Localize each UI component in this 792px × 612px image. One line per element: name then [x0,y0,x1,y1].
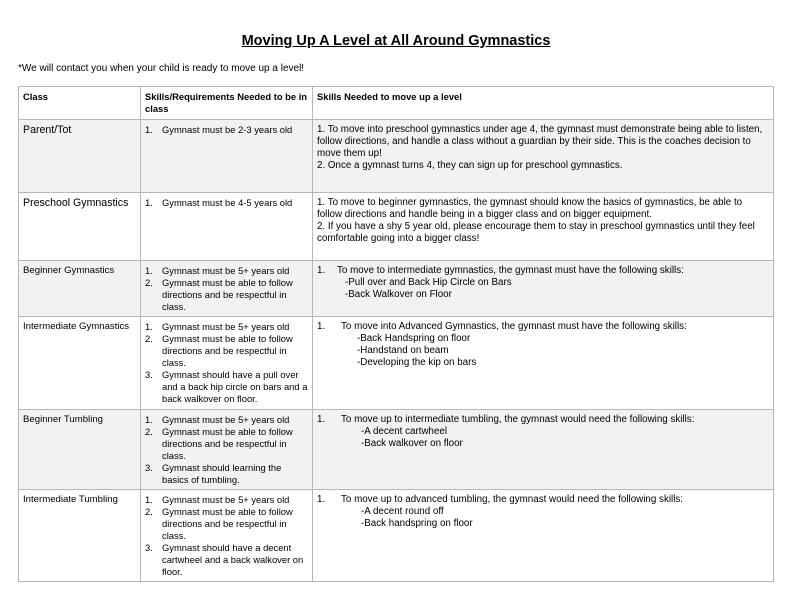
requirement-item: 1. Gymnast must be 4-5 years old [145,197,293,208]
move-up-cell [313,193,774,261]
table-header-row [19,87,774,120]
move-up-intro: To move up to advanced tumbling, the gymnast would need the following skills: [341,494,683,505]
requirement-item: 1. Gymnast must be 2-3 years old [145,124,293,135]
skill-item: -Developing the kip on bars [357,357,477,368]
move-up-cell: 1. To move into Advanced Gymnastics, the gymnast must have the following skills: -Back Handspring on floor -Handstand on beam -Developing the kip on bars [313,317,774,410]
move-up-intro: To move into Advanced Gymnastics, the gymnast must have the following skills: [341,321,687,332]
class-name: Beginner Gymnastics [19,261,141,317]
skill-item: -A decent round off [361,506,444,517]
header-class: Class [19,87,141,120]
header-move-up: Skills Needed to move up a level [313,87,774,120]
requirement-item: 2. Gymnast must be able to follow directions and be respectful in class. [145,277,293,312]
move-up-intro: To move up to intermediate tumbling, the gymnast would need the following skills: [341,414,695,425]
requirement-item: 3. Gymnast should have a pull over and a back hip circle on bars and a back walkover on floor. [145,369,308,404]
requirements-cell [141,410,313,490]
requirement-item: 1. Gymnast must be 5+ years old [145,494,290,505]
class-name: Intermediate Gymnastics [19,317,141,410]
class-name: Parent/Tot [19,120,141,193]
class-name: Preschool Gymnastics [19,193,141,261]
requirement-item: 1. Gymnast must be 5+ years old [145,414,290,425]
contact-note: *We will contact you when your child is ready to move up a level! [18,63,305,74]
table-row [19,193,774,261]
requirements-cell [141,490,313,582]
table-row [19,120,774,193]
requirement-item: 1. Gymnast must be 5+ years old [145,265,290,276]
requirement-item: 2. Gymnast must be able to follow directions and be respectful in class. [145,426,293,461]
move-up-line: 2. Once a gymnast turns 4, they can sign up for preschool gymnastics. [317,160,623,171]
skill-item: -Back Handspring on floor [357,333,471,344]
requirement-item: 1. Gymnast must be 5+ years old [145,321,290,332]
move-up-cell: 1. To move to intermediate gymnastics, the gymnast must have the following skills: -Pull over and Back Hip Circle on Bars -Back Walkover on Floor [313,261,774,317]
skill-item: -Back Walkover on Floor [345,289,452,300]
table-row [19,317,774,410]
header-requirements: Skills/Requirements Needed to be in class [141,87,313,120]
skill-item: -A decent cartwheel [361,426,448,437]
class-name: Intermediate Tumbling [19,490,141,582]
move-up-line: 1. To move to beginner gymnastics, the gymnast should know the basics of gymnastics, be able to follow directions and handle being in a bigger class and on bigger equipment. [317,197,743,220]
table-row [19,410,774,490]
requirement-item: 3. Gymnast should have a decent cartwheel and a back walkover on floor. [145,542,304,577]
requirements-cell [141,317,313,410]
requirement-item: 2. Gymnast must be able to follow directions and be respectful in class. [145,506,293,541]
table-row [19,490,774,582]
move-up-line: 2. If you have a shy 5 year old, please encourage them to stay in preschool gymnastics until they feel comfortable going into a bigger class! [317,221,755,244]
move-up-intro: To move to intermediate gymnastics, the gymnast must have the following skills: [337,265,684,276]
move-up-cell: 1. To move up to intermediate tumbling, the gymnast would need the following skills: -A decent cartwheel -Back walkover on floor [313,410,774,490]
levels-table [18,86,774,582]
table-row [19,261,774,317]
requirements-cell [141,261,313,317]
move-up-cell: 1. To move up to advanced tumbling, the gymnast would need the following skills: -A decent round off -Back handspring on floor [313,490,774,582]
skill-item: -Back handspring on floor [361,518,473,529]
requirement-item: 3. Gymnast should learning the basics of tumbling. [145,462,282,485]
requirement-item: 2. Gymnast must be able to follow directions and be respectful in class. [145,333,293,368]
move-up-line: 1. To move into preschool gymnastics under age 4, the gymnast must demonstrate being able to listen, follow directions, and handle a class without a guardian by their side. This is the coaches decision to move them up! [317,124,763,159]
page-title: Moving Up A Level at All Around Gymnastics [241,33,551,49]
skill-item: -Pull over and Back Hip Circle on Bars [345,277,512,288]
class-name: Beginner Tumbling [19,410,141,490]
requirements-cell [141,120,313,193]
skill-item: -Handstand on beam [357,345,449,356]
requirements-cell [141,193,313,261]
move-up-cell [313,120,774,193]
skill-item: -Back walkover on floor [361,438,463,449]
